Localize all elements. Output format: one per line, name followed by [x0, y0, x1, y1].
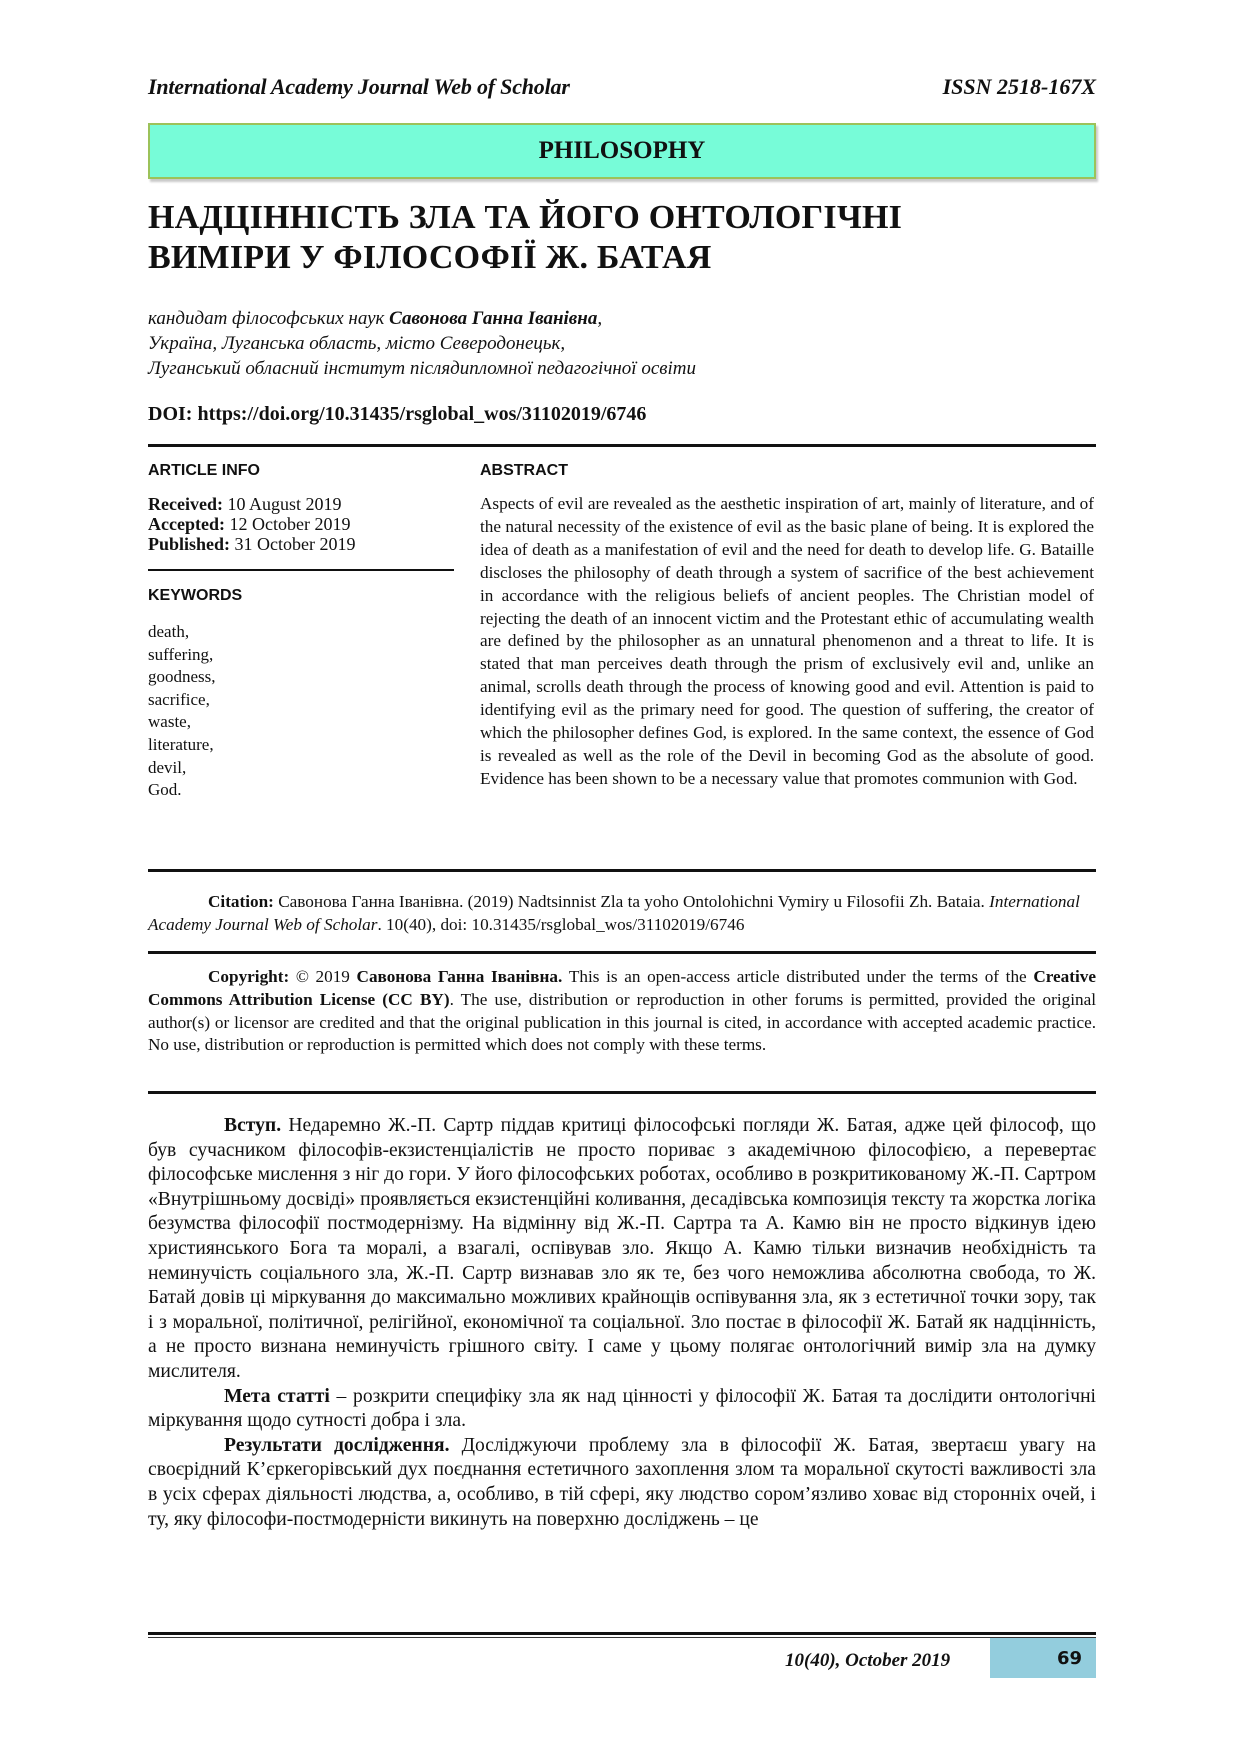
aim-text: – розкрити специфіку зла як над цінності у філософії Ж. Батая та дослідити онтологічні міркування щодо сутності добра і зла.	[148, 1385, 1096, 1432]
results-paragraph	[148, 1434, 1096, 1532]
article-body	[148, 1114, 1096, 1532]
author-block	[148, 306, 696, 381]
published-label: Published:	[148, 534, 231, 554]
results-label: Результати дослідження.	[224, 1434, 450, 1456]
article-info-heading: ARTICLE INFO	[148, 462, 260, 479]
intro-label: Вступ.	[224, 1115, 282, 1136]
copyright-holder: Савонова Ганна Іванівна.	[356, 967, 563, 986]
author-line	[148, 306, 696, 331]
issn: ISSN 2518-167X	[942, 74, 1096, 99]
keyword: waste,	[148, 712, 191, 732]
divider-abstract	[148, 869, 1096, 872]
keyword: death,	[148, 622, 190, 641]
citation-journal: International Academy Journal Web of Scholar	[148, 892, 1080, 934]
accepted-value: 12 October 2019	[224, 514, 351, 534]
copyright-label: Copyright:	[208, 967, 290, 986]
published-date	[148, 534, 356, 554]
keyword: goodness,	[148, 667, 216, 687]
author-location: Україна, Луганська область, місто Северодонецьк,	[148, 333, 566, 354]
keywords-heading: KEYWORDS	[148, 587, 243, 604]
abstract-heading: ABSTRACT	[480, 462, 568, 479]
article-title	[148, 198, 1048, 278]
section-label: PHILOSOPHY	[538, 137, 706, 164]
keyword: God.	[148, 780, 182, 800]
keyword: devil,	[148, 757, 187, 777]
accepted-date	[148, 514, 356, 534]
copyright-notice	[148, 966, 1096, 1057]
divider-top	[148, 444, 1096, 447]
results-text: Досліджуючи проблему зла в філософії Ж. Батая, звертаєш увагу на своєрідний К’єркегорівський дух поєднання естетичного захоплення злом та моральної скутості важливості зла в усіх сферах діяльності людства, а, особливо, в тій сфері, яку людство сором’язливо ховає від сторонніх очей, і ту, яку філософи-постмодерністи викинуть на поверхню досліджень – це	[148, 1434, 1096, 1530]
keywords-list	[148, 621, 216, 802]
intro-paragraph	[148, 1114, 1096, 1385]
page-number-badge	[990, 1638, 1096, 1678]
citation-text: Савонова Ганна Іванівна. (2019) Nadtsinnist Zla ta yoho Ontolohichni Vymiry u Filosofii Zh. Bataia.	[273, 892, 990, 911]
divider-citation	[148, 951, 1096, 954]
received-label: Received:	[148, 494, 223, 514]
license-name: Creative Commons Attribution License (CC BY)	[148, 967, 1096, 1009]
keyword: sacrifice,	[148, 689, 210, 709]
received-date	[148, 494, 356, 514]
title-line-2: ВИМІРИ У ФІЛОСОФІЇ Ж. БАТАЯ	[148, 239, 712, 276]
doi-link[interactable]: DOI: https://doi.org/10.31435/rsglobal_wos/31102019/6746	[148, 403, 647, 425]
aim-label: Мета статті	[224, 1385, 330, 1407]
author-name: Савонова Ганна Іванівна	[389, 308, 598, 329]
divider-info	[148, 569, 454, 571]
footer-rule-thin	[148, 1637, 1096, 1638]
keyword: suffering,	[148, 644, 214, 664]
article-dates	[148, 494, 356, 554]
footer-rule	[148, 1632, 1096, 1635]
abstract-text: Aspects of evil are revealed as the aesthetic inspiration of art, mainly of literature, and of the natural necessity of the existence of evil as the basic plane of being. It is explored the idea of death as a manifestation of evil and the need for death to develop life. G. Bataille discloses the philosophy of death through a system of sacrifice of the best achievement in accordance with the religious beliefs of ancient peoples. The Christian model of rejecting the death of an innocent victim and the Protestant ethic of accumulating wealth are defined by the philosopher as an unnatural phenomenon and a threat to life. It is stated that man perceives death through the prism of exclusively evil and, unlike an animal, scrolls death through the process of knowing good and evil. Attention is paid to identifying evil as the primary need for good. The question of suffering, the creator of which the philosopher defines God, is explored. In the same context, the essence of God is revealed as well as the role of the Devil in becoming God as the absolute of good. Evidence has been shown to be a necessary value that promotes communion with God.	[480, 494, 1094, 788]
page-number: 69	[1056, 1647, 1082, 1669]
copyright-text-2: . The use, distribution or reproduction in other forums is permitted, provided the original author(s) or licensor are credited and that the original publication in this journal is cited, in accordance with accepted academic practice. No use, distribution or reproduction is permitted which does not comply with these terms.	[148, 989, 1096, 1055]
title-line-1: НАДЦІННІСТЬ ЗЛА ТА ЙОГО ОНТОЛОГІЧНІ	[148, 199, 903, 236]
author-institution: Луганський обласний інститут післядипломної педагогічної освіти	[148, 358, 697, 379]
author-suffix: ,	[597, 308, 603, 329]
copyright-year: © 2019	[289, 967, 357, 986]
aim-paragraph	[148, 1385, 1096, 1434]
divider-copyright	[148, 1091, 1096, 1094]
published-value: 31 October 2019	[230, 534, 356, 554]
intro-text: Недаремно Ж.-П. Сартр піддав критиці філософські погляди Ж. Батая, адже цей філософ, що був сучасником філософів-екзистенціалістів не просто пориває з академічною філософією, а перевертає філософське мислення з ніг до гори. У його філософських роботах, особливо в розкритикованому Ж.-П. Сартром «Внутрішньому досвіді» проявляється екзистенційні коливання, десадівська композиція тексту та жорстка логіка безумства філософії постмодернізму. На відмінну від Ж.-П. Сартра та А. Камю він не просто відкинув ідею християнського Бога та моралі, а взагалі, оспівував зло. Якщо А. Камю тільки визначив необхідність та неминучість соціального зла, Ж.-П. Сартр визнавав зло як те, без чого неможлива абсолютна свобода, то Ж. Батай довів ці міркування до максимально можливих крайнощів оспівування зла, як з естетичної точки зору, так і з моральної, політичної, релігійної, економічної та соціальної. Зло постає в філософії Ж. Батай як надцінність, а не просто визнана неминучість грішного світу. І саме у цьому полягає онтологічний вимір зла на думку мислителя.	[148, 1115, 1096, 1382]
keyword: literature,	[148, 734, 214, 754]
accepted-label: Accepted:	[148, 514, 225, 534]
running-header	[148, 74, 1096, 100]
citation	[148, 890, 1096, 936]
copyright-text-1: This is an open-access article distributed under the terms of the	[562, 967, 1034, 986]
issue-label: 10(40), October 2019	[785, 1650, 951, 1671]
citation-tail: . 10(40), doi: 10.31435/rsglobal_wos/31102019/6746	[377, 915, 745, 934]
author-degree: кандидат філософських наук	[148, 308, 390, 329]
section-banner	[148, 123, 1096, 179]
received-value: 10 August 2019	[222, 494, 342, 514]
citation-label: Citation:	[208, 892, 274, 911]
journal-name: International Academy Journal Web of Scholar	[148, 74, 570, 99]
